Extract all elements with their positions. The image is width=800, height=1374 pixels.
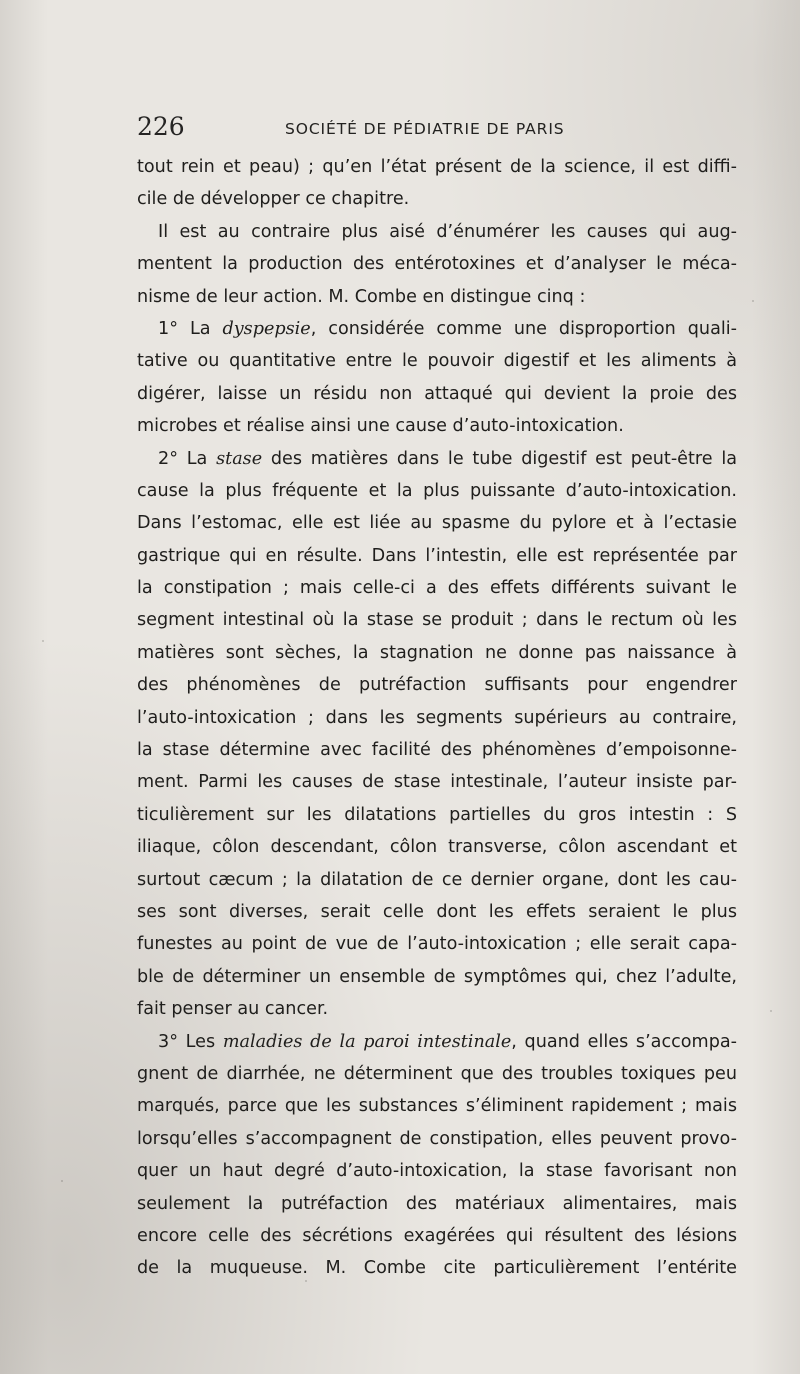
text-segment: 1° La [158, 318, 223, 339]
body-text [137, 151, 737, 1285]
text-line: marqués, parce que les substances s’éliminent rapidement ; mais [137, 1096, 737, 1117]
text-line: la stase détermine avec facilité des phénomènes d’empoisonne- [137, 740, 737, 761]
italic-term: dyspepsie [222, 318, 311, 339]
paper-speck [61, 1180, 63, 1182]
text-line: mentent la production des entérotoxines et d’analyser le méca- [137, 254, 737, 275]
text-segment: 2° La [158, 448, 217, 469]
text-line: l’auto-intoxication ; dans les segments supérieurs au contraire, [137, 707, 737, 728]
text-line: tout rein et peau) ; qu’en l’état présent de la science, il est diffi- [137, 157, 737, 177]
text-line: segment intestinal où la stase se produit ; dans le rectum où les [137, 610, 737, 631]
text-line: cile de développer ce chapitre. [137, 189, 410, 210]
text-line [137, 1026, 737, 1058]
text-line: lorsqu’elles s’accompagnent de constipation, elles peuvent provo- [137, 1128, 737, 1149]
text-line: iliaque, côlon descendant, côlon transverse, côlon ascendant et [137, 837, 737, 858]
italic-term: maladies de la paroi intestinale [222, 1031, 512, 1052]
text-line: ses sont diverses, serait celle dont les effets seraient le plus [137, 901, 737, 922]
text-segment: des matières dans le tube digestif est peut-être la [262, 448, 737, 469]
text-segment: , considérée comme une disproportion quali- [310, 318, 737, 339]
text-line: de la muqueuse. M. Combe cite particulièrement l’entérite [137, 1258, 737, 1279]
text-line: ticulièrement sur les dilatations partielles du gros intestin : S [137, 804, 737, 825]
paper-speck [752, 300, 754, 302]
text-line: digérer, laisse un résidu non attaqué qui devient la proie des [137, 383, 737, 404]
text-segment: , quand elles s’accompa- [511, 1031, 737, 1052]
page-number: 226 [137, 112, 185, 141]
text-line: des phénomènes de putréfaction suffisants pour engendrer [137, 675, 737, 696]
italic-term: stase [216, 448, 263, 469]
paper-speck [42, 640, 44, 642]
text-line: Dans l’estomac, elle est liée au spasme du pylore et à l’ectasie [137, 513, 737, 534]
text-line [137, 313, 737, 345]
paper-speck [305, 1280, 307, 1282]
text-line: microbes et réalise ainsi une cause d’auto-intoxication. [137, 416, 624, 437]
text-line: quer un haut degré d’auto-intoxication, la stase favorisant non [137, 1161, 737, 1182]
text-line: fait penser au cancer. [137, 999, 329, 1020]
text-line: gastrique qui en résulte. Dans l’intestin, elle est représentée par [137, 545, 737, 566]
text-line: ble de déterminer un ensemble de symptômes qui, chez l’adulte, [137, 966, 737, 987]
text-line: cause la plus fréquente et la plus puissante d’auto-intoxication. [137, 480, 737, 501]
text-line: encore celle des sécrétions exagérées qui résultent des lésions [137, 1225, 737, 1246]
text-line: la constipation ; mais celle-ci a des effets différents suivant le [137, 578, 737, 599]
text-line: matières sont sèches, la stagnation ne donne pas naissance à [137, 642, 737, 663]
running-title: SOCIÉTÉ DE PÉDIATRIE DE PARIS [285, 120, 565, 138]
text-line: tative ou quantitative entre le pouvoir digestif et les aliments à [137, 351, 737, 372]
text-line: ment. Parmi les causes de stase intestinale, l’auteur insiste par- [137, 772, 737, 793]
text-line: gnent de diarrhée, ne déterminent que des troubles toxiques peu [137, 1063, 737, 1084]
text-segment: 3° Les [158, 1031, 223, 1052]
text-line: surtout cæcum ; la dilatation de ce dernier organe, dont les cau- [137, 869, 737, 890]
text-line: Il est au contraire plus aisé d’énumérer les causes qui aug- [158, 221, 737, 242]
text-line: funestes au point de vue de l’auto-intoxication ; elle serait capa- [137, 934, 737, 955]
running-head [137, 112, 737, 142]
text-line: seulement la putréfaction des matériaux alimentaires, mais [137, 1193, 737, 1214]
text-line [137, 443, 737, 475]
paper-speck [770, 1010, 772, 1012]
text-line: nisme de leur action. M. Combe en distingue cinq : [137, 286, 586, 307]
